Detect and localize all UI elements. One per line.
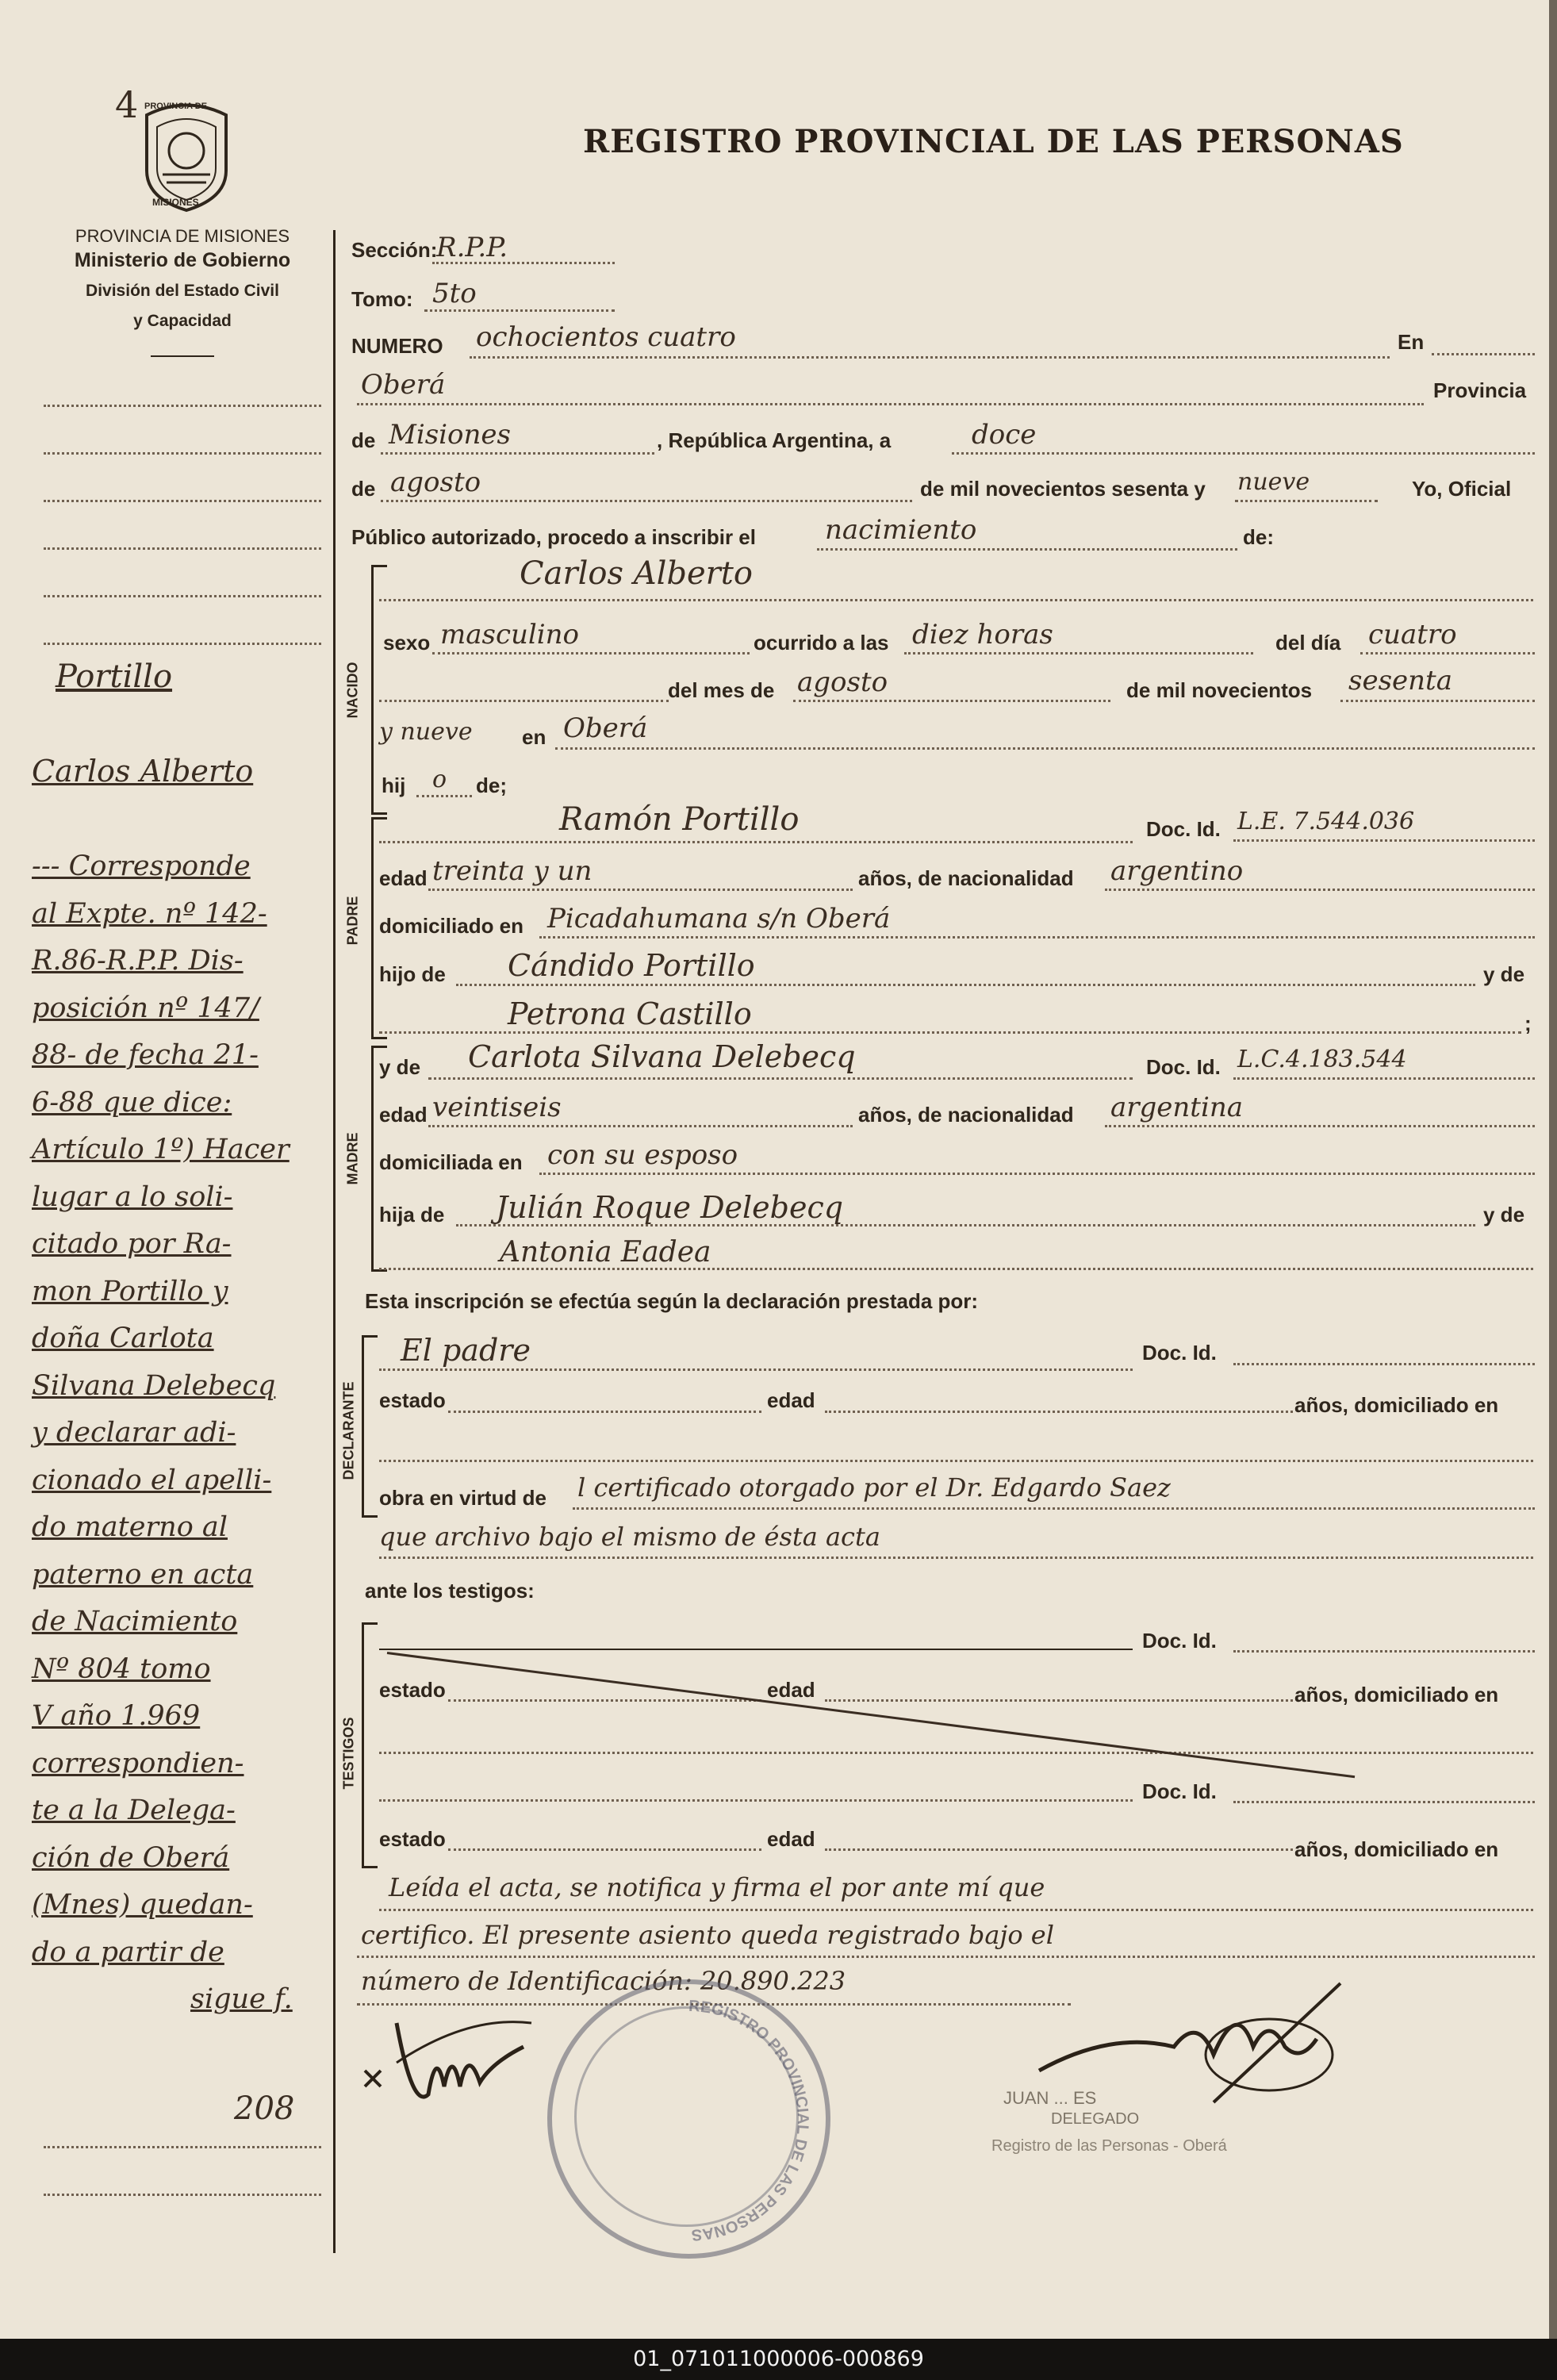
madre-dom-label: domiciliada en	[379, 1150, 523, 1174]
anio-value: nueve	[1237, 468, 1310, 496]
provincia-label: Provincia	[1433, 378, 1527, 402]
madre-yde2-label: y de	[1483, 1203, 1525, 1226]
cierre-line-3: número de Identificación: 20.890.223	[361, 1966, 846, 1996]
page-title: REGISTRO PROVINCIAL DE LAS PERSONAS	[583, 123, 1404, 160]
de3-label: de:	[1243, 525, 1274, 549]
mil-label: de mil novecientos sesenta y	[920, 477, 1206, 501]
padre-nac-value: argentino	[1110, 855, 1244, 887]
ocurrido-label: ocurrido a las	[754, 631, 889, 654]
obra-value: l certificado otorgado por el Dr. Edgardo Saez	[577, 1472, 1171, 1503]
margin-divider	[333, 230, 336, 2253]
madre-abuela-value: Antonia Eadea	[500, 1236, 711, 1269]
testigos-section-label: TESTIGOS	[340, 1717, 357, 1790]
declarant-signature-icon	[349, 1999, 547, 2118]
nacido-mes-value: agosto	[797, 666, 888, 698]
padre-dom-label: domiciliado en	[379, 914, 524, 938]
madre-nac-value: argentina	[1110, 1092, 1244, 1123]
madre-doc-label: Doc. Id.	[1146, 1055, 1221, 1079]
divider	[151, 355, 214, 357]
padre-section-label: PADRE	[344, 896, 361, 946]
hij-de-label: de;	[476, 774, 507, 797]
testigo1-estado-label: estado	[379, 1678, 446, 1702]
nacido-anio2-value: y nueve	[379, 718, 473, 746]
margin-note: --- Corresponde al Expte. nº 142- R.86-R.P.P. Dis- posición nº 147/ 88- de fecha 21- 6-88 que dice: Artículo 1º) Hacer lugar a lo soli- citado por Ra- mon Portillo y doña Carlota Silvana Delebecq y declarar adi- cionado el apelli- do materno al paterno en acta de Nacimiento Nº 804 tomo V año 1.969 correspondien- te a la Delega- ción de Oberá (Mnes) quedan- do a partir de sigue f.	[32, 850, 293, 2015]
scan-id: 01_071011000006-000869	[633, 2347, 924, 2371]
numero-value: ochocientos cuatro	[476, 321, 736, 353]
delegate-name: JUAN ... ES	[1003, 2088, 1097, 2108]
provincia-value: Misiones	[389, 419, 511, 451]
padre-edad-value: treinta y un	[432, 855, 593, 887]
stamp-text-ring	[547, 1979, 830, 2259]
seccion-value: R.P.P.	[436, 232, 508, 263]
declarante-value: El padre	[401, 1333, 531, 1368]
nacido-dia-value: cuatro	[1368, 619, 1457, 651]
madre-edad-value: veintiseis	[432, 1092, 562, 1123]
hora-value: diez horas	[912, 619, 1053, 651]
delegate-office: Registro de las Personas - Oberá	[991, 2137, 1227, 2155]
madre-section-label: MADRE	[344, 1132, 361, 1185]
declarante-anios-label: años, domiciliado en	[1294, 1393, 1499, 1417]
delegate-title: DELEGADO	[1051, 2110, 1140, 2128]
madre-nac-label: años, de nacionalidad	[858, 1103, 1074, 1127]
padre-semicolon: ;	[1524, 1012, 1532, 1035]
page-edge	[1549, 0, 1557, 2339]
padre-abuelo-value: Cándido Portillo	[508, 948, 755, 983]
deldia-label: del día	[1275, 631, 1341, 654]
margin-given-names: Carlos Alberto	[32, 754, 254, 789]
padre-hijode-label: hijo de	[379, 962, 446, 986]
margin-folio: 208	[234, 2090, 295, 2127]
declarante-edad-label: edad	[767, 1388, 815, 1412]
sexo-value: masculino	[440, 619, 580, 651]
page-number: 4	[115, 83, 139, 126]
testigo1-anios-label: años, domiciliado en	[1294, 1683, 1499, 1706]
institution-province: PROVINCIA DE MISIONES	[75, 226, 290, 246]
publico-label: Público autorizado, procedo a inscribir el	[351, 525, 756, 549]
institution-division: División del Estado Civil	[86, 282, 279, 300]
lugar-value: Oberá	[361, 369, 446, 401]
declarante-estado-label: estado	[379, 1388, 446, 1412]
padre-yde-label: y de	[1483, 962, 1525, 986]
cierre-line-2: certifico. El presente asiento queda registrado bajo el	[361, 1920, 1054, 1950]
madre-dom-value: con su esposo	[547, 1139, 738, 1171]
testigo1-edad-label: edad	[767, 1678, 815, 1702]
seal-text-top: PROVINCIA DE	[144, 102, 208, 111]
madre-abuelo-value: Julián Roque Delebecq	[496, 1190, 844, 1225]
testigo2-estado-label: estado	[379, 1827, 446, 1851]
tomo-value: 5to	[432, 278, 477, 309]
numero-label: NUMERO	[351, 334, 443, 358]
testigo2-doc-label: Doc. Id.	[1142, 1779, 1217, 1803]
obra-label: obra en virtud de	[379, 1486, 546, 1510]
madre-doc-value: L.C.4.183.544	[1237, 1046, 1407, 1073]
hij-value: o	[432, 766, 447, 793]
madre-bracket	[371, 1046, 374, 1272]
dia-value: doce	[972, 419, 1037, 451]
padre-nac-label: años, de nacionalidad	[858, 866, 1074, 890]
padre-doc-value: L.E. 7.544.036	[1237, 808, 1415, 835]
testigo2-anios-label: años, domiciliado en	[1294, 1837, 1499, 1861]
institution-capacity: y Capacidad	[133, 312, 232, 330]
padre-dom-value: Picadahumana s/n Oberá	[547, 903, 891, 935]
nacido-section-label: NACIDO	[344, 662, 361, 719]
padre-edad-label: edad	[379, 866, 428, 890]
mes-value: agosto	[390, 466, 481, 498]
yo-oficial-label: Yo, Oficial	[1412, 477, 1512, 501]
delmes-label: del mes de	[668, 678, 775, 702]
de-label: de	[351, 428, 376, 452]
padre-bracket	[371, 817, 374, 1039]
svg-text:REGISTRO PROVINCIAL DE LAS PER: REGISTRO PROVINCIAL DE LAS PERSONAS	[688, 1997, 812, 2244]
testigo1-doc-label: Doc. Id.	[1142, 1629, 1217, 1653]
hij-label: hij	[382, 774, 406, 797]
republica-label: , República Argentina, a	[657, 428, 892, 452]
declarante-doc-label: Doc. Id.	[1142, 1341, 1217, 1365]
madre-yde-label: y de	[379, 1055, 421, 1079]
de2-label: de	[351, 477, 376, 501]
nacido-bracket	[371, 565, 374, 815]
testigo2-edad-label: edad	[767, 1827, 815, 1851]
madre-edad-label: edad	[379, 1103, 428, 1127]
seal-text-bottom: MISIONES	[152, 197, 199, 208]
nacido-nombre: Carlos Alberto	[520, 555, 753, 592]
declarante-bracket	[362, 1335, 364, 1518]
tomo-label: Tomo:	[351, 287, 413, 311]
testigos-bracket	[362, 1622, 364, 1868]
declarante-section-label: DECLARANTE	[340, 1381, 357, 1480]
milnov-label: de mil novecientos	[1126, 678, 1313, 702]
nacido-en-label: en	[522, 725, 546, 749]
sexo-label: sexo	[383, 631, 431, 654]
nacido-lugar-value: Oberá	[563, 712, 648, 744]
padre-abuela-value: Petrona Castillo	[508, 996, 752, 1031]
madre-nombre: Carlota Silvana Delebecq	[468, 1039, 856, 1074]
acto-value: nacimiento	[825, 514, 977, 546]
seccion-label: Sección:	[351, 238, 438, 262]
scan-footer	[0, 2339, 1557, 2380]
obra-value-2: que archivo bajo el mismo de ésta acta	[379, 1522, 880, 1552]
institution-ministry: Ministerio de Gobierno	[74, 249, 291, 271]
madre-hijade-label: hija de	[379, 1203, 445, 1226]
padre-doc-label: Doc. Id.	[1146, 817, 1221, 841]
declaracion-label: Esta inscripción se efectúa según la declaración prestada por:	[365, 1289, 979, 1313]
margin-surname: Portillo	[56, 658, 173, 695]
cierre-line-1: Leída el acta, se notifica y firma el por ante mí que	[389, 1872, 1045, 1902]
padre-nombre: Ramón Portillo	[559, 801, 800, 838]
nacido-anio-value: sesenta	[1348, 665, 1452, 697]
testigos-intro-label: ante los testigos:	[365, 1579, 535, 1603]
en-label: En	[1398, 330, 1425, 354]
